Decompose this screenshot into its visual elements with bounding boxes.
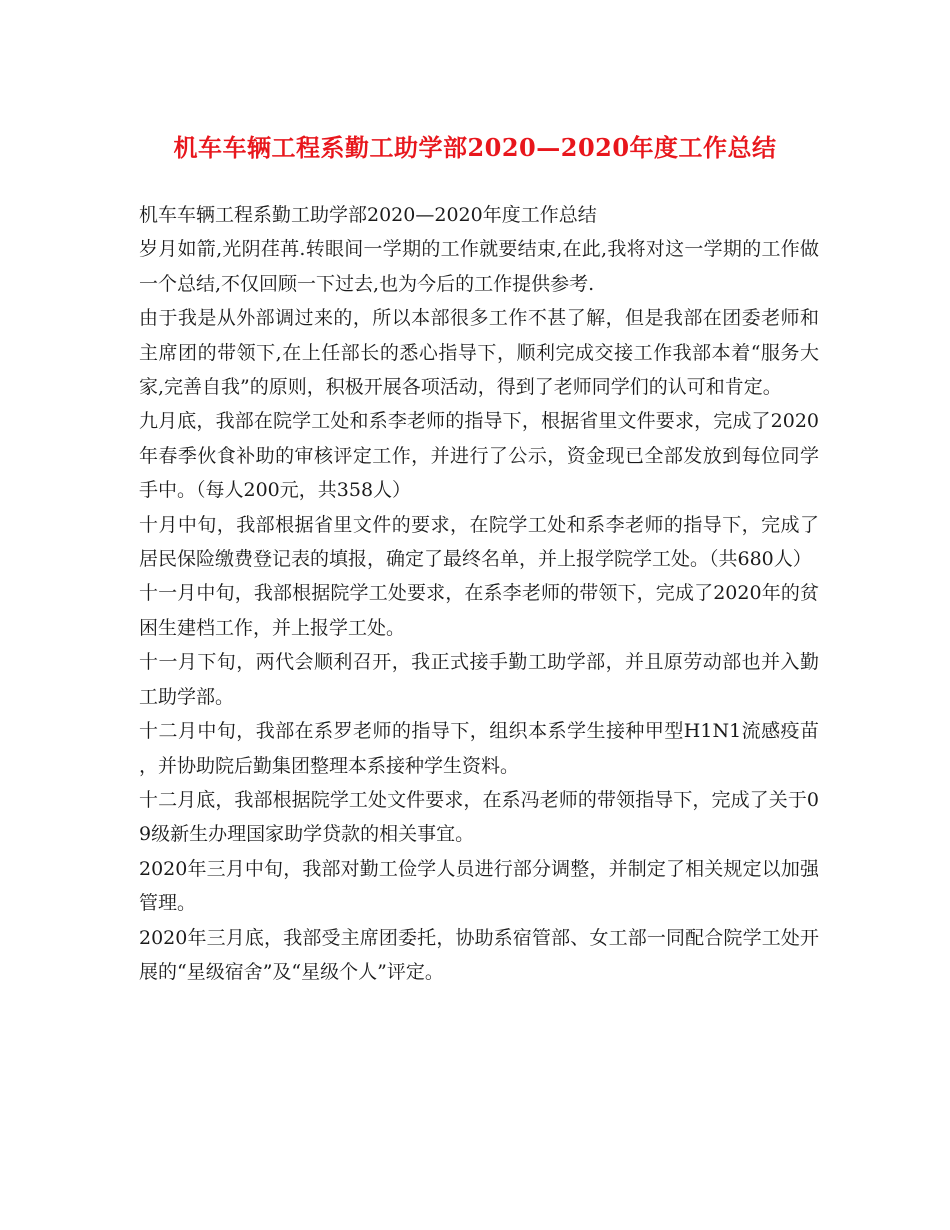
paragraph-september: 九月底，我部在院学工处和系李老师的指导下，根据省里文件要求，完成了2020年春季伙食补助的审核评定工作，并进行了公示，资金现已全部发放到每位同学手中。（每人200元，共358人）	[139, 410, 819, 502]
paragraph-intro: 岁月如箭,光阴荏苒.转眼间一学期的工作就要结束,在此,我将对这一学期的工作做一个总结,不仅回顾一下过去,也为今后的工作提供参考.	[139, 238, 819, 295]
paragraph-october: 十月中旬，我部根据省里文件的要求，在院学工处和系李老师的指导下，完成了居民保险缴费登记表的填报，确定了最终名单，并上报学院学工处。（共680人）	[139, 513, 819, 571]
paragraph-december-end: 十二月底，我部根据院学工处文件要求，在系冯老师的带领指导下，完成了关于09级新生办理国家助学贷款的相关事宜。	[139, 788, 819, 846]
paragraph-november-late: 十一月下旬，两代会顺利召开，我正式接手勤工助学部，并且原劳动部也并入勤工助学部。	[139, 651, 819, 708]
paragraph-subtitle: 机车车辆工程系勤工助学部2020—2020年度工作总结	[139, 204, 597, 226]
paragraph-december-mid: 十二月中旬，我部在系罗老师的指导下，组织本系学生接种甲型H1N1流感疫苗，并协助院后勤集团整理本系接种学生资料。	[139, 720, 819, 777]
paragraph-november-mid: 十一月中旬，我部根据院学工处要求，在系李老师的带领下，完成了2020年的贫困生建档工作，并上报学工处。	[139, 582, 819, 639]
document-title: 机车车辆工程系勤工助学部2020—2020年度工作总结	[173, 133, 777, 162]
paragraph-march-mid: 2020年三月中旬，我部对勤工俭学人员进行部分调整，并制定了相关规定以加强管理。	[139, 857, 819, 915]
paragraph-background: 由于我是从外部调过来的，所以本部很多工作不甚了解，但是我部在团委老师和主席团的带领下,在上任部长的悉心指导下，顺利完成交接工作我部本着“服务大家,完善自我”的原则，积极开展各项活动，得到了老师同学们的认可和肯定。	[139, 307, 819, 399]
document-body	[139, 198, 819, 989]
paragraph-march-end: 2020年三月底，我部受主席团委托，协助系宿管部、女工部一同配合院学工处开展的“星级宿舍”及“星级个人”评定。	[139, 926, 819, 983]
